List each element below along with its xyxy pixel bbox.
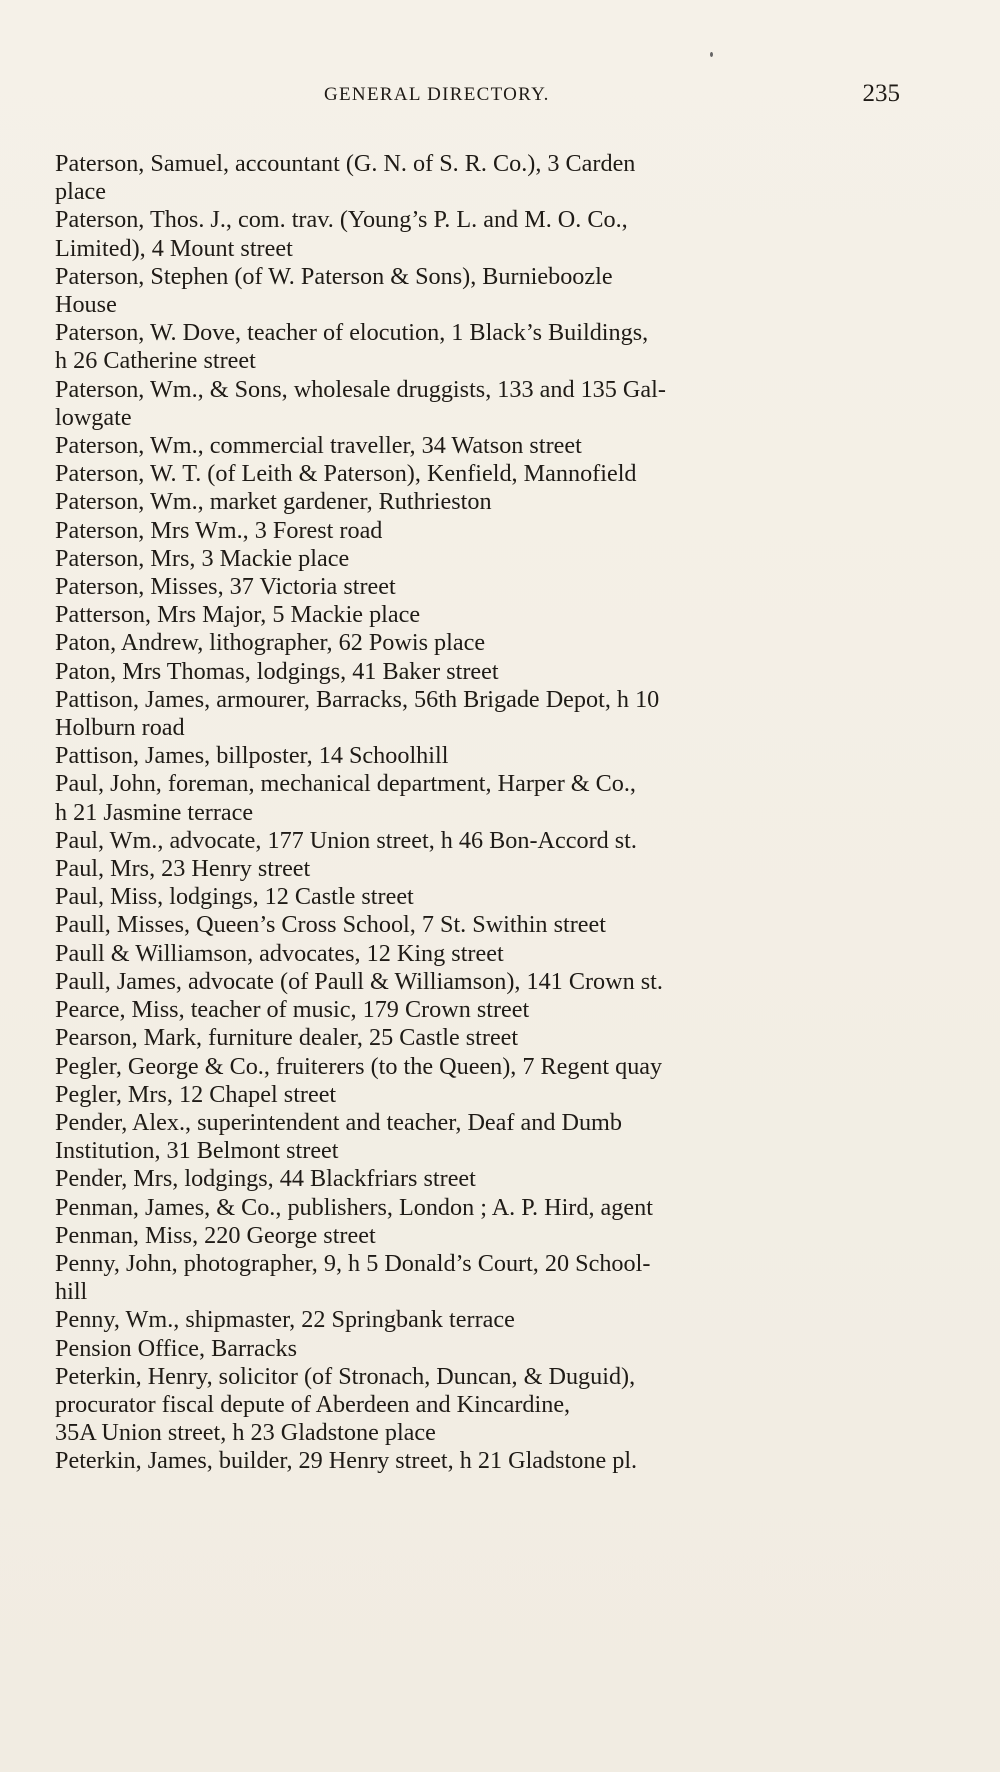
entry-line: Paterson, Mrs Wm., 3 Forest road: [55, 516, 383, 544]
page-number: 235: [862, 80, 900, 107]
entry-line: Paterson, W. Dove, teacher of elocution, 1 Black’s Buildings,: [55, 319, 649, 347]
entry-line: Paterson, W. T. (of Leith & Paterson), Kenfield, Mannofield: [55, 460, 637, 488]
entry-line: Paton, Mrs Thomas, lodgings, 41 Baker street: [55, 657, 499, 685]
entry-continuation-line: Limited), 4 Mount street: [55, 234, 293, 262]
directory-entry: [55, 686, 905, 742]
entry-line: Paul, Wm., advocate, 177 Union street, h 46 Bon-Accord st.: [55, 826, 637, 854]
entry-line: Penny, John, photographer, 9, h 5 Donald’s Court, 20 School-: [55, 1249, 651, 1277]
entry-line: Peterkin, James, builder, 29 Henry street, h 21 Gladstone pl.: [55, 1447, 638, 1475]
entry-line: Pegler, Mrs, 12 Chapel street: [55, 1080, 337, 1108]
entry-line: Paton, Andrew, lithographer, 62 Powis place: [55, 629, 486, 657]
entry-continuation-line: h 21 Jasmine terrace: [55, 798, 254, 826]
directory-entry: [55, 658, 905, 686]
directory-entry: [55, 1363, 905, 1448]
directory-entry: [55, 1109, 905, 1165]
entry-line: Paterson, Stephen (of W. Paterson & Sons), Burnieboozle: [55, 262, 613, 290]
directory-entry: [55, 968, 905, 996]
directory-entry: [55, 1194, 905, 1222]
entry-line: Penman, Miss, 220 George street: [55, 1221, 376, 1249]
entry-line: Paul, Miss, lodgings, 12 Castle street: [55, 883, 414, 911]
directory-entry: [55, 629, 905, 657]
entry-line: Penny, Wm., shipmaster, 22 Springbank terrace: [55, 1306, 515, 1334]
directory-entry: [55, 263, 905, 319]
directory-entry: [55, 517, 905, 545]
directory-entry: [55, 573, 905, 601]
directory-entry: [55, 883, 905, 911]
entry-line: Pender, Mrs, lodgings, 44 Blackfriars street: [55, 1165, 476, 1193]
directory-entry: [55, 488, 905, 516]
ink-speck: [710, 52, 713, 57]
page-header: [320, 80, 900, 120]
entry-line: Pattison, James, armourer, Barracks, 56th Brigade Depot, h 10: [55, 685, 660, 713]
entry-line: Pattison, James, billposter, 14 Schoolhill: [55, 742, 449, 770]
entry-line: Pearson, Mark, furniture dealer, 25 Castle street: [55, 1024, 519, 1052]
directory-entry: [55, 150, 905, 206]
entry-line: Pegler, George & Co., fruiterers (to the Queen), 7 Regent quay: [55, 1052, 663, 1080]
entry-continuation-line: procurator fiscal depute of Aberdeen and Kincardine,: [55, 1390, 571, 1418]
directory-entries: [55, 150, 905, 1476]
entry-continuation-line: House: [55, 291, 117, 319]
entry-line: Paull, Misses, Queen’s Cross School, 7 St. Swithin street: [55, 911, 606, 939]
entry-line: Paterson, Mrs, 3 Mackie place: [55, 544, 350, 572]
entry-line: Paterson, Samuel, accountant (G. N. of S. R. Co.), 3 Carden: [55, 150, 636, 177]
directory-entry: [55, 827, 905, 855]
directory-entry: [55, 432, 905, 460]
entry-line: Paterson, Thos. J., com. trav. (Young’s P. L. and M. O. Co.,: [55, 206, 628, 234]
entry-line: Paul, John, foreman, mechanical department, Harper & Co.,: [55, 770, 636, 798]
directory-entry: [55, 1081, 905, 1109]
directory-entry: [55, 1222, 905, 1250]
directory-entry: [55, 1250, 905, 1306]
running-head: GENERAL DIRECTORY.: [324, 84, 550, 105]
entry-line: Pender, Alex., superintendent and teacher, Deaf and Dumb: [55, 1108, 622, 1136]
entry-continuation-line: Holburn road: [55, 714, 185, 742]
entry-continuation-line: h 26 Catherine street: [55, 347, 256, 375]
directory-entry: [55, 855, 905, 883]
directory-entry: [55, 770, 905, 826]
directory-entry: [55, 1306, 905, 1334]
directory-entry: [55, 460, 905, 488]
directory-entry: [55, 319, 905, 375]
entry-line: Paull & Williamson, advocates, 12 King street: [55, 939, 504, 967]
entry-line: Peterkin, Henry, solicitor (of Stronach, Duncan, & Duguid),: [55, 1362, 636, 1390]
directory-entry: [55, 1053, 905, 1081]
entry-line: Paull, James, advocate (of Paull & Williamson), 141 Crown st.: [55, 967, 663, 995]
directory-entry: [55, 940, 905, 968]
directory-entry: [55, 996, 905, 1024]
directory-entry: [55, 376, 905, 432]
entry-line: Penman, James, & Co., publishers, London ; A. P. Hird, agent: [55, 1193, 653, 1221]
directory-entry: [55, 911, 905, 939]
directory-entry: [55, 742, 905, 770]
entry-continuation-line: 35A Union street, h 23 Gladstone place: [55, 1419, 436, 1447]
entry-continuation-line: hill: [55, 1278, 88, 1306]
directory-entry: [55, 1024, 905, 1052]
entry-line: Pearce, Miss, teacher of music, 179 Crown street: [55, 996, 530, 1024]
entry-line: Paterson, Wm., & Sons, wholesale druggists, 133 and 135 Gal-: [55, 375, 666, 403]
entry-line: Paterson, Wm., market gardener, Ruthrieston: [55, 488, 492, 516]
entry-line: Paul, Mrs, 23 Henry street: [55, 855, 311, 883]
entry-line: Paterson, Misses, 37 Victoria street: [55, 573, 396, 601]
entry-continuation-line: lowgate: [55, 403, 132, 431]
entry-line: Pension Office, Barracks: [55, 1334, 298, 1362]
directory-entry: [55, 545, 905, 573]
entry-line: Paterson, Wm., commercial traveller, 34 Watson street: [55, 432, 582, 460]
directory-entry: [55, 206, 905, 262]
entry-line: Patterson, Mrs Major, 5 Mackie place: [55, 601, 421, 629]
directory-entry: [55, 1447, 905, 1475]
directory-entry: [55, 1165, 905, 1193]
entry-continuation-line: Institution, 31 Belmont street: [55, 1137, 339, 1165]
entry-continuation-line: place: [55, 178, 107, 206]
directory-entry: [55, 1335, 905, 1363]
directory-entry: [55, 601, 905, 629]
